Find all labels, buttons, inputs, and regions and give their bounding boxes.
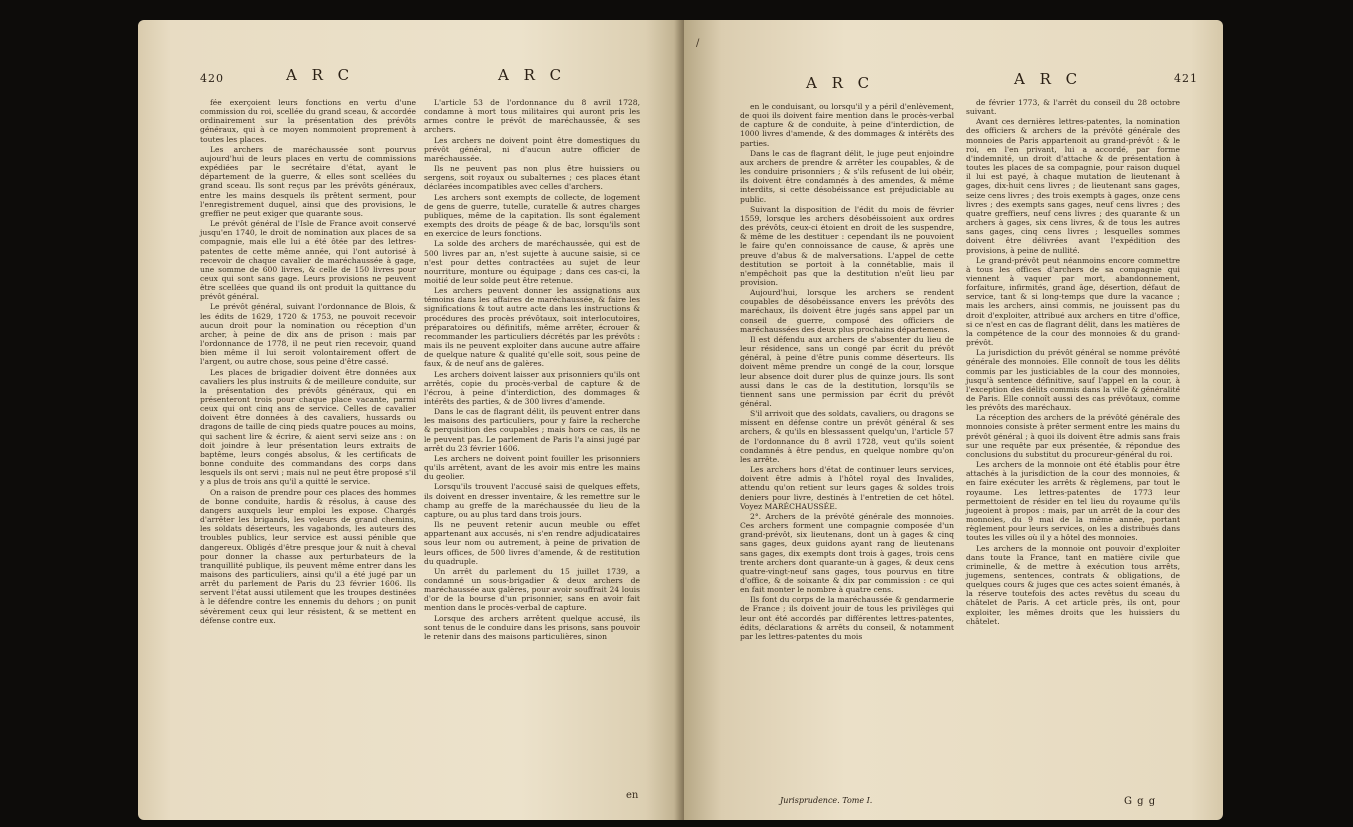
- paragraph: 2°. Archers de la prévôté générale des monnoies. Ces archers forment une compagnie composée d'un grand-prévôt, six lieutenans, dont un à gages & cinq sans gages, deux guidons ayant rang de lieutenans sans gages, dix exempts dont trois à gages, trois cens trente archers dont quarante-un à gages, & deux cens quatre-vingt-neuf sans gages, tous pourvus en titre d'office, & de soixante & dix par commission : ce qui en fait monter le nombre à quatre cens.: [740, 511, 954, 595]
- paragraph: Un arrêt du parlement du 15 juillet 1739, a condamné un sous-brigadier & deux archers de maréchaussée aux galères, pour avoir souffrait 24 louis d'or de la bourse d'un prisonnier, sans en avoir fait mention dans le procès-verbal de capture.: [424, 566, 640, 613]
- left-page-number: 420: [200, 72, 224, 85]
- paragraph: en le conduisant, ou lorsqu'il y a péril d'enlèvement, de quoi ils doivent faire mention dans le procès-verbal de capture & de conduite, à peine d'interdiction, de 1000 livres d'amende, & des dommages & intérêts des parties.: [740, 102, 954, 148]
- left-running-head-1: A R C: [286, 66, 355, 84]
- paragraph: On a raison de prendre pour ces places des hommes de bonne conduite, hardis & résolus, à cause des dangers auxquels leur emploi les expose. Chargés d'arrêter les brigands, les voleurs de grand chemins, les soldats déserteurs, les vagabonds, les auteurs des troubles publics, leur service est aussi pénible que dangereux. Obligés d'être presque jour & nuit à cheval pour donner la chasse aux perturbateurs de la tranquillité publique, ils peuvent même entrer dans les maisons des particuliers, ainsi qu'il a été jugé par un arrêt du parlement de Paris du 23 février 1606. Ils servent l'état aussi utilement que les troupes destinées à le défendre contre les ennemis du dehors ; on punit sévèrement ceux qui leur résistent, & se mettent en défense contre eux.: [200, 487, 416, 625]
- left-catchword: en: [626, 790, 639, 801]
- paragraph: Les places de brigadier doivent être données aux cavaliers les plus instruits & de meilleure conduite, sur la présentation des prévôts généraux, qui en présenteront trois pour chaque place vacante, parmi ceux qui ont cinq ans de service. Celles de cavalier doivent être données à des cavaliers, hussards ou dragons de taille de cinq pieds quatre pouces au moins, qui sachent lire & écrire, & aient servi seize ans : on doit joindre à leur présentation leurs extraits de baptême, leurs congés absolus, & les certificats de bonne conduite des commandans des corps dans lesquels ils ont servi ; mais nul ne peut être proposé s'il y a plus de trois ans qu'il a quitté le service.: [200, 367, 416, 487]
- paragraph: Lorsque des archers arrêtent quelque accusé, ils sont tenus de le conduire dans les prisons, sans pouvoir le retenir dans des maisons particulières, sinon: [424, 613, 640, 641]
- paragraph: Les archers doivent laisser aux prisonniers qu'ils ont arrêtés, copie du procès-verbal de capture & de l'écrou, à peine d'interdiction, des dommages & intérêts des parties, & de 300 livres d'amende.: [424, 369, 640, 406]
- paragraph: Dans le cas de flagrant délit, le juge peut enjoindre aux archers de prendre & arrêter les coupables, & de les conduire prisonniers ; & s'ils refusent de lui obéir, ils doivent être condamnés à des amendes, & même interdits, si cette désobéissance est préjudiciable au public.: [740, 148, 954, 204]
- right-footer: Jurisprudence. Tome I.: [780, 796, 873, 805]
- paragraph: Le grand-prévôt peut néanmoins encore commettre à tous les offices d'archers de sa compagnie qui viennent à vaquer par mort, abandonnement, forfaiture, infirmités, grand âge, désertion, défaut de service, tant & si long-temps que dure la vacance ; mais les archers, ainsi commis, ne jouissent pas du droit d'exploiter, attribué aux archers en titre d'office, si ce n'est en cas de flagrant délit, dans les matières de la compétence de la cour des monnoies & du grand-prévôt.: [966, 255, 1180, 348]
- paragraph: Les archers sont exempts de collecte, de logement de gens de guerre, tutelle, curatelle & autres charges publiques, même de la capitation. Ils sont également exempts des droits de péage & de bac, lorsqu'ils sont en exercice de leurs fonctions.: [424, 192, 640, 239]
- paragraph: Suivant la disposition de l'édit du mois de février 1559, lorsque les archers désobéissoient aux ordres des prévôts, ceux-ci étoient en droit de les suspendre, & même de les destituer : cependant ils ne pouvoient le faire qu'en connoissance de cause, & après une preuve d'abus & de malversations. L'appel de cette destitution se portoit à la connétablie, mais il n'empêchoit pas que la destitution n'eût lieu par provision.: [740, 204, 954, 287]
- right-page: [684, 20, 1223, 820]
- paragraph: Le prévôt général, suivant l'ordonnance de Blois, & les édits de 1629, 1720 & 1753, ne pouvoit recevoir aucun droit pour la nomination ou réception d'un archer, à peine de dix ans de prison : mais par l'ordonnance de 1778, il ne peut rien recevoir, quand bien même il lui seroit volontairement offert de l'argent, ou autre chose, sous peine d'être cassé.: [200, 302, 416, 367]
- paragraph: Dans le cas de flagrant délit, ils peuvent entrer dans les maisons des particuliers, pour y faire la recherche & perquisition des coupables ; mais hors ce cas, ils ne le peuvent pas. Le parlement de Paris l'a ainsi jugé par arrêt du 23 février 1606.: [424, 407, 640, 453]
- book-spread: [138, 20, 1223, 820]
- right-running-head-1: A R C: [806, 74, 875, 92]
- paragraph: Les archers peuvent donner les assignations aux témoins dans les affaires de maréchaussée, & faire les significations & tout autre acte dans les instructions & procédures des procès prévôtaux, soit interlocutoires, préparatoires ou définitifs, même arrêter, écrouer & recommander les particuliers décrétés par les prévôts : mais ils ne peuvent exploiter dans aucune autre affaire de quelque nature & qualité qu'elle soit, sous peine de faux, & de neuf ans de galères.: [424, 286, 640, 369]
- left-page: [138, 20, 684, 820]
- right-running-head-2: A R C: [1014, 70, 1083, 88]
- paragraph: Les archers ne doivent point fouiller les prisonniers qu'ils arrêtent, avant de les avoir mis entre les mains du geolier.: [424, 453, 640, 482]
- paragraph: Le prévôt général de l'Isle de France avoit conservé jusqu'en 1740, le droit de nomination aux places de sa compagnie, mais elle lui a été ôtée par des lettres-patentes de cette même année, qui l'ont autorisé à recevoir de chaque cavalier de maréchaussée à gage, une somme de 600 livres, & celle de 150 livres pour ceux qui sont sans gage. Leurs provisions ne peuvent être scellées que quand ils ont produit la quittance du prévôt général.: [200, 219, 416, 302]
- paragraph: Avant ces dernières lettres-patentes, la nomination des officiers & archers de la prévôté générale des monnoies de Paris appartenoit au grand-prévôt : & le roi, en l'en privant, lui a accordé, par forme d'indemnité, un droit d'attache & de présentation à toutes les places de sa compagnie, pour raison duquel il lui est payé, à chaque mutation de lieutenant à gages, dix-huit cens livres ; de lieutenant sans gages, seize cens livres ; des trois exempts à gages, onze cens livres ; des exempts sans gages, neuf cens livres ; des quatre greffiers, neuf cens livres ; des quarante & un archers à gages, six cens livres, & de tous les autres sans gages, cinq cens livres ; lesquelles sommes doivent être délivrées avant l'expédition des provisions, à peine de nullité.: [966, 117, 1180, 255]
- left-column-1: [200, 98, 416, 626]
- right-column-2: [966, 98, 1180, 627]
- right-column-1: [740, 102, 954, 642]
- corner-mark: /: [696, 38, 700, 49]
- paragraph: L'article 53 de l'ordonnance du 8 avril 1728, condamne à mort tous militaires qui auront pris les armes contre le prévôt de maréchaussée, & ses archers.: [424, 98, 640, 135]
- left-column-2: [424, 98, 640, 642]
- paragraph: Les archers hors d'état de continuer leurs services, doivent être admis à l'hôtel royal des Invalides, attendu qu'on retient sur leurs gages & soldes trois deniers pour livre, destinés à l'entretien de cet hôtel. Voyez MARÉCHAUSSÉE.: [740, 465, 954, 511]
- paragraph: de février 1773, & l'arrêt du conseil du 28 octobre suivant.: [966, 98, 1180, 117]
- paragraph: Ils ne peuvent retenir aucun meuble ou effet appartenant aux accusés, ni s'en rendre adjudicataires sous leur nom ou autrement, à peine de privation de leurs offices, de 500 livres d'amende, & de restitution du quadruple.: [424, 520, 640, 566]
- paragraph: Ils ne peuvent pas non plus être huissiers ou sergens, soit royaux ou subalternes ; ces places étant déclarées incompatibles avec celles d'archers.: [424, 164, 640, 192]
- paragraph: Lorsqu'ils trouvent l'accusé saisi de quelques effets, ils doivent en dresser inventaire, & les remettre sur le champ au greffe de la maréchaussée du lieu de la capture, ou au plus tard dans trois jours.: [424, 482, 640, 519]
- paragraph: La solde des archers de maréchaussée, qui est de 500 livres par an, n'est sujette à aucune saisie, si ce n'est pour dettes contractées au sujet de leur nourriture, monture ou équipage ; dans ces cas-ci, la moitié de leur solde peut être retenue.: [424, 239, 640, 285]
- left-running-head-2: A R C: [498, 66, 567, 84]
- right-page-number: 421: [1174, 72, 1198, 85]
- paragraph: Les archers ne doivent point être domestiques du prévôt général, ni d'aucun autre officier de maréchaussée.: [424, 135, 640, 163]
- paragraph: Les archers de la monnoie ont pouvoir d'exploiter dans toute la France, tant en matière civile que criminelle, & de mettre à exécution tous arrêts, jugemens, sentences, contrats & obligations, de quelques cours & juges que ces actes soient émanés, à la réserve toutefois des actes revêtus du sceau du châtelet de Paris. A cet article près, ils ont, pour exploiter, les mêmes droits que les huissiers du châtelet.: [966, 543, 1180, 626]
- paragraph: Les archers de la monnoie ont été établis pour être attachés à la jurisdiction de la cour des monnoies, & en faire exécuter les arrêts & règlemens, par tout le royaume. Les lettres-patentes de 1773 leur permettoient de résider en tel lieu du royaume qu'ils jugeoient à propos : mais, par un arrêt de la cour des monnoies, du 9 mai de la même année, portant règlement pour leurs services, on les a distribués dans toutes les villes où il y a hôtel des monnoies.: [966, 460, 1180, 543]
- paragraph: S'il arrivoit que des soldats, cavaliers, ou dragons se missent en défense contre un prévôt général & ses archers, & qu'ils en blessassent quelqu'un, l'article 57 de l'ordonnance du 8 avril 1728, veut qu'ils soient condamnés à être pendus, en quelque nombre qu'on les arrête.: [740, 409, 954, 464]
- right-signature-mark: G g g: [1124, 796, 1157, 807]
- paragraph: Ils font du corps de la maréchaussée & gendarmerie de France ; ils doivent jouir de tous les privilèges qui leur ont été accordés par différentes lettres-patentes, édits, déclarations & arrêts du conseil, & notamment par les lettres-patentes du mois: [740, 595, 954, 641]
- paragraph: fée exerçoient leurs fonctions en vertu d'une commission du roi, scellée du grand sceau, & accordée ordinairement sur la présentation des prévôts généraux, qui à ce moyen nommoient proprement à toutes les places.: [200, 98, 416, 144]
- paragraph: La jurisdiction du prévôt général se nomme prévôté générale des monnoies. Elle connoît de tous les délits commis par les justiciables de la cour des monnoies, jusqu'à sentence définitive, sauf l'appel en la cour, à l'exception des délits commis dans la ville & généralité de Paris. Elle connoît aussi des cas prévôtaux, comme les prévôts des maréchaux.: [966, 348, 1180, 413]
- paragraph: La réception des archers de la prévôté générale des monnoies consiste à prêter serment entre les mains du prévôt général ; à quoi ils doivent être admis sans frais sur une requête par eux présentée, & répondue des conclusions du substitut du procureur-général du roi.: [966, 413, 1180, 459]
- paragraph: Il est défendu aux archers de s'absenter du lieu de leur résidence, sans un congé par écrit du prévôt général, à peine d'être punis comme déserteurs. Ils doivent même prendre un congé de la cour, lorsque leur absence doit durer plus de quinze jours. Ils sont aussi dans le cas de la destitution, lorsqu'ils se tiennent sans une permission par écrit du prévôt général.: [740, 334, 954, 408]
- paragraph: Les archers de maréchaussée sont pourvus aujourd'hui de leurs places en vertu de commissions expédiées par le secrétaire d'état, ayant le département de la guerre, & elles sont scellées du grand sceau. Ils sont reçus par les prévôts généraux, entre les mains desquels ils prêtent serment, pour l'enregistrement duquel, ainsi que des provisions, le greffier ne peut exiger que quarante sous.: [200, 144, 416, 218]
- paragraph: Aujourd'hui, lorsque les archers se rendent coupables de désobéissance envers les prévôts des maréchaux, ils doivent être jugés sans appel par un conseil de guerre, composé des officiers de maréchaussées des deux plus prochains départemens.: [740, 288, 954, 334]
